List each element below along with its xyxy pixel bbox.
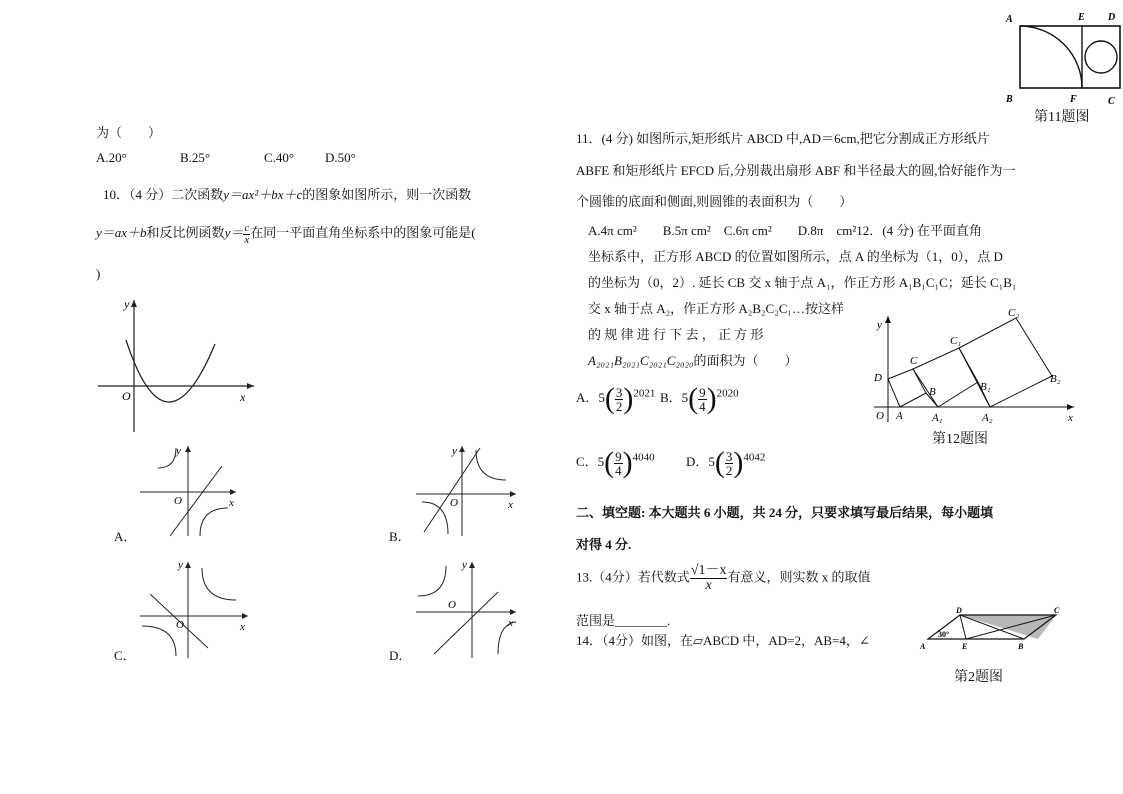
q13-suffix: 有意义，则实数 x 的取值 bbox=[727, 569, 871, 585]
q10-line2 bbox=[96, 222, 476, 246]
q10-line3: ) bbox=[96, 266, 101, 281]
q11-q12-line bbox=[588, 220, 982, 239]
label-b1: B₁ bbox=[980, 381, 991, 393]
q10-frac-num: c bbox=[244, 221, 250, 234]
x-axis-label: x bbox=[508, 499, 513, 511]
label-e: E bbox=[1078, 12, 1085, 23]
y-axis-arrow bbox=[131, 300, 137, 307]
q10-option-a-label: A． bbox=[114, 529, 137, 544]
q12-figure-caption: 第12题图 bbox=[932, 432, 988, 447]
q13-frac-den: x bbox=[705, 578, 712, 593]
x-axis-label: x bbox=[240, 621, 245, 633]
q11-figure-caption: 第11题图 bbox=[1034, 110, 1090, 125]
label-a2: A₂ bbox=[982, 412, 993, 424]
y-axis-arrow bbox=[185, 446, 191, 452]
q14-figure-caption: 第2题图 bbox=[954, 670, 1003, 685]
q13-prefix: 13.（4分）若代数式 bbox=[576, 569, 690, 585]
q10-formula-inverse-y: y＝ bbox=[224, 225, 244, 240]
frac-den: 2 bbox=[725, 462, 733, 478]
q9-option-a: A.20° bbox=[96, 150, 127, 165]
section2-heading-line1: 二、填空题: 本大题共 6 小题，共 24 分，只要求填写最后结果，每小题填 bbox=[576, 505, 994, 520]
rectangle-abcd bbox=[1020, 26, 1120, 88]
frac-num: 9 bbox=[615, 448, 622, 464]
hyperbola-branch-2 bbox=[498, 622, 516, 654]
q9-option-c: C.40° bbox=[264, 150, 295, 165]
q13-line2: 范围是________. bbox=[576, 613, 671, 628]
q9-option-b: B.25° bbox=[180, 150, 211, 165]
q13-fraction bbox=[690, 564, 728, 593]
q12-option-b bbox=[660, 382, 739, 416]
label-c: C bbox=[1054, 606, 1060, 615]
origin-label: O bbox=[176, 619, 184, 631]
label-b: B bbox=[1018, 642, 1024, 651]
left-paren: ( bbox=[688, 382, 699, 415]
square-a2b2c2c1 bbox=[959, 318, 1052, 407]
q12-option-c-frac bbox=[614, 450, 623, 477]
q12-option-a-label: A．5 bbox=[576, 389, 605, 405]
x-axis-label: x bbox=[508, 617, 513, 629]
q14-line: 14．（4分）如图，在▱ABCD 中，AD=2，AB=4，∠ bbox=[576, 633, 870, 648]
q13-frac-num: √1－x bbox=[690, 563, 727, 578]
right-paren: ) bbox=[706, 382, 717, 415]
q12-line5: 的 规 律 进 行 下 去 ， 正 方 形 bbox=[588, 327, 764, 342]
q12-line6-b: 的面积为（ ） bbox=[693, 353, 798, 368]
origin-label: O bbox=[448, 599, 456, 611]
q12-option-c-label: C．5 bbox=[576, 453, 605, 469]
y-axis-label: y bbox=[124, 297, 130, 311]
frac-num: 3 bbox=[615, 384, 623, 400]
q10-parabola-graph bbox=[94, 292, 264, 442]
origin-label: O bbox=[450, 497, 458, 509]
x-axis-arrow bbox=[1067, 404, 1074, 410]
square-a1b1c1c bbox=[913, 348, 978, 407]
q10-line1 bbox=[103, 184, 471, 203]
segment-de bbox=[960, 615, 966, 639]
right-paren: ) bbox=[733, 446, 744, 479]
right-paren: ) bbox=[623, 382, 634, 415]
q10-line1-b: 的图象如图所示，则一次函数 bbox=[302, 187, 472, 202]
hyperbola-branch-2 bbox=[142, 626, 176, 656]
x-axis-arrow bbox=[242, 613, 248, 619]
q10-line1-a: 10．（4 分）二次函数 bbox=[103, 187, 224, 202]
q12-option-b-frac bbox=[698, 386, 707, 413]
line-graph bbox=[434, 592, 498, 654]
q14-figure bbox=[912, 605, 1067, 657]
q13-line1 bbox=[576, 564, 870, 593]
x-axis-arrow bbox=[230, 489, 236, 495]
hyperbola-branch-2 bbox=[200, 508, 228, 536]
label-b2: B₂ bbox=[1050, 373, 1061, 385]
label-d: D bbox=[956, 606, 962, 615]
x-axis-arrow bbox=[510, 609, 516, 615]
x-axis-label: x bbox=[229, 497, 234, 509]
parabola-curve bbox=[126, 340, 215, 402]
inscribed-circle bbox=[1085, 41, 1117, 73]
q12-line2: 坐标系中，正方形 ABCD 的位置如图所示，点 A 的坐标为（1，0），点 D bbox=[588, 249, 1003, 264]
label-a: A bbox=[920, 642, 926, 651]
q9-option-d: D.50° bbox=[325, 150, 356, 165]
q10-option-c-label: C． bbox=[114, 648, 136, 663]
q12-option-c bbox=[576, 446, 655, 480]
q10-option-a-graph bbox=[136, 440, 246, 540]
label-y: y bbox=[877, 319, 882, 331]
frac-den: 4 bbox=[615, 462, 622, 478]
y-axis-arrow bbox=[885, 316, 891, 323]
y-axis-label: y bbox=[178, 559, 183, 571]
y-axis-arrow bbox=[459, 446, 465, 452]
y-axis-label: y bbox=[462, 559, 467, 571]
label-e: E bbox=[962, 642, 968, 651]
label-b: B bbox=[1006, 94, 1013, 105]
q12-line6 bbox=[588, 350, 798, 369]
y-axis-arrow bbox=[185, 562, 191, 568]
label-angle: 30° bbox=[938, 630, 950, 639]
x-axis-label: x bbox=[240, 390, 246, 404]
label-b: B bbox=[929, 386, 936, 398]
sector-arc-abf bbox=[1020, 26, 1082, 88]
q12-option-d bbox=[686, 446, 765, 480]
q10-option-b-label: B． bbox=[389, 529, 411, 544]
hyperbola-branch-1 bbox=[202, 568, 236, 600]
q11-line1: 11．(4 分) 如图所示,矩形纸片 ABCD 中,AD＝6cm,把它分割成正方形纸片 bbox=[576, 131, 990, 146]
q12-option-a bbox=[576, 382, 655, 416]
q10-line2-b: 在同一平面直角坐标系中的图象可能是( bbox=[250, 225, 476, 240]
origin-label: O bbox=[122, 389, 131, 403]
q12-square-name: A₂₀₂₁B₂₀₂₁C₂₀₂₁C₂₀₂₀ bbox=[588, 353, 694, 368]
label-x: x bbox=[1068, 412, 1073, 424]
exponent: 4042 bbox=[743, 451, 766, 464]
frac-num: 3 bbox=[725, 448, 733, 464]
q12-line4: 交 x 轴于点 A₂，作正方形 A₂B₂C₂C₁…按这样 bbox=[588, 301, 844, 316]
q10-formula-linear: y＝ax＋b bbox=[96, 225, 147, 240]
frac-den: 2 bbox=[615, 398, 623, 414]
exponent: 2021 bbox=[633, 387, 656, 400]
section2-heading-line2: 对得 4 分. bbox=[576, 537, 632, 552]
hyperbola-branch-1 bbox=[158, 448, 176, 468]
label-c2: C₂ bbox=[1008, 307, 1020, 319]
x-axis-arrow bbox=[510, 491, 516, 497]
q11-line2: ABFE 和矩形纸片 EFCD 后,分别裁出扇形 ABF 和半径最大的圆,恰好能作为一 bbox=[576, 163, 1016, 178]
label-d: D bbox=[1108, 12, 1116, 23]
label-a: A bbox=[896, 410, 903, 422]
hyperbola-branch-1 bbox=[418, 566, 446, 596]
q10-frac-den: x bbox=[244, 233, 250, 246]
label-c: C bbox=[1108, 96, 1115, 107]
square-abcd bbox=[888, 369, 926, 407]
label-f: F bbox=[1070, 94, 1077, 105]
left-paren: ( bbox=[714, 446, 725, 479]
y-axis-arrow bbox=[469, 562, 475, 568]
q10-formula-quadratic: y＝ax²＋bx＋c bbox=[223, 187, 303, 202]
hyperbola-branch-1 bbox=[476, 450, 506, 480]
q12-option-d-label: D．5 bbox=[686, 453, 715, 469]
exponent: 4040 bbox=[632, 451, 655, 464]
y-axis-label: y bbox=[176, 445, 181, 457]
q12-line3: 的坐标为（0，2）. 延长 CB 交 x 轴于点 A₁，作正方形 A₁B₁C₁C；延长 C₁B₁ bbox=[588, 275, 1017, 290]
q12-option-b-label: B．5 bbox=[660, 389, 689, 405]
line-graph bbox=[424, 448, 480, 532]
label-a1: A₁ bbox=[932, 412, 943, 424]
exponent: 2020 bbox=[716, 387, 739, 400]
label-c1: C₁ bbox=[950, 335, 962, 347]
left-paren: ( bbox=[604, 446, 615, 479]
origin-label: O bbox=[174, 495, 182, 507]
q10-option-c-graph bbox=[136, 556, 256, 661]
left-paren: ( bbox=[604, 382, 615, 415]
q10-line2-a: 和反比例函数 bbox=[146, 225, 225, 240]
right-paren: ) bbox=[622, 446, 633, 479]
q11-options: A.4π cm² B.5π cm² C.6π cm² D.8π cm² bbox=[588, 223, 857, 238]
frac-num: 9 bbox=[699, 384, 706, 400]
label-o: O bbox=[876, 410, 884, 422]
frac-den: 4 bbox=[699, 398, 706, 414]
q10-option-d-graph bbox=[412, 556, 522, 661]
y-axis-label: y bbox=[452, 445, 457, 457]
q11-line3: 个圆锥的底面和侧面,则圆锥的表面积为（ ） bbox=[576, 194, 853, 209]
label-d: D bbox=[874, 372, 882, 384]
label-a: A bbox=[1006, 14, 1013, 25]
q10-option-b-graph bbox=[412, 440, 522, 540]
label-c: C bbox=[910, 355, 918, 367]
q12-figure bbox=[868, 300, 1083, 428]
x-axis-arrow bbox=[247, 383, 254, 389]
q9-prefix: 为（ ） bbox=[96, 125, 162, 140]
q10-option-d-label: D． bbox=[389, 648, 412, 663]
q12-start: 12．(4 分) 在平面直角 bbox=[856, 223, 982, 238]
